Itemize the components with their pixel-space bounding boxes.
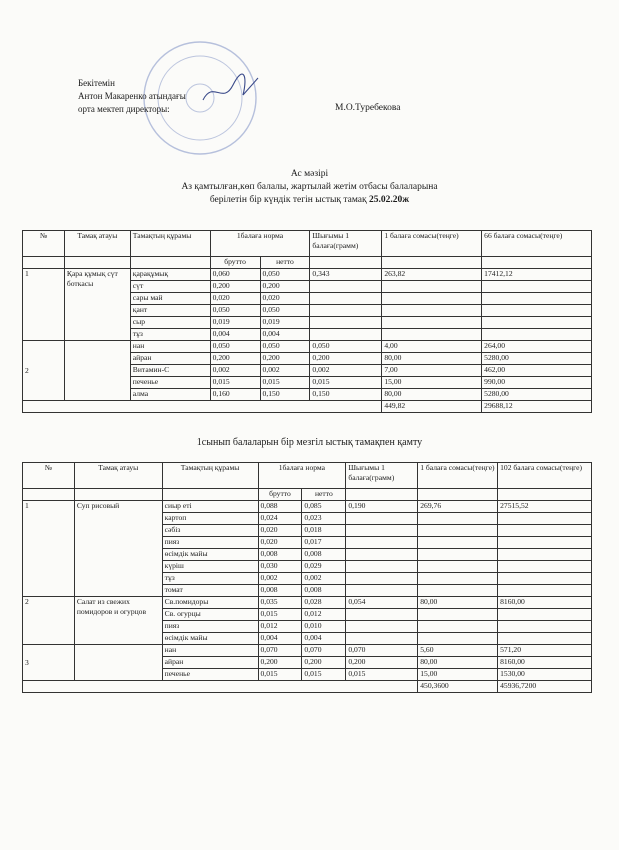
netto-cell: 0,002 bbox=[302, 573, 346, 585]
yield-cell bbox=[346, 525, 418, 537]
brutto-cell: 0,020 bbox=[210, 293, 260, 305]
cost-per-child-cell: 80,00 bbox=[418, 597, 498, 609]
t1-header-norm: 1балаға норма bbox=[210, 231, 310, 257]
cost-per-child-cell: 80,00 bbox=[418, 657, 498, 669]
cost-per-child-cell bbox=[418, 609, 498, 621]
menu-date: 25.02.20ж bbox=[369, 195, 410, 205]
t1-header-netto: нетто bbox=[260, 257, 310, 269]
cost-total-cell: 264,00 bbox=[482, 341, 592, 353]
t1-header-dish: Тамақ атауы bbox=[64, 231, 130, 257]
ingredient-cell: пияз bbox=[162, 621, 258, 633]
t1-total-cost1: 449,82 bbox=[382, 401, 482, 413]
cost-per-child-cell bbox=[382, 293, 482, 305]
t1-header-no: № bbox=[23, 231, 65, 257]
brutto-cell: 0,200 bbox=[258, 657, 302, 669]
t1-header-usage: Шығымы 1 балаға(грамм) bbox=[310, 231, 382, 257]
group-number: 2 bbox=[23, 341, 65, 401]
cost-total-cell bbox=[498, 537, 592, 549]
ingredient-cell: печенье bbox=[162, 669, 258, 681]
dish-name: Қара құмық сүт боткасы bbox=[64, 269, 130, 341]
netto-cell: 0,015 bbox=[302, 669, 346, 681]
yield-cell bbox=[346, 573, 418, 585]
ingredient-cell: Св.помидоры bbox=[162, 597, 258, 609]
yield-cell bbox=[346, 633, 418, 645]
yield-cell bbox=[310, 293, 382, 305]
menu-table-1 bbox=[22, 230, 592, 413]
cost-per-child-cell bbox=[382, 305, 482, 317]
netto-cell: 0,019 bbox=[260, 317, 310, 329]
cost-total-cell: 27515,52 bbox=[498, 501, 592, 513]
brutto-cell: 0,008 bbox=[258, 585, 302, 597]
brutto-cell: 0,002 bbox=[210, 365, 260, 377]
cost-total-cell: 571,20 bbox=[498, 645, 592, 657]
ingredient-cell: тұз bbox=[130, 329, 210, 341]
ingredient-cell: айран bbox=[130, 353, 210, 365]
group-number: 2 bbox=[23, 597, 75, 645]
cost-per-child-cell bbox=[418, 525, 498, 537]
brutto-cell: 0,015 bbox=[258, 609, 302, 621]
yield-cell bbox=[346, 621, 418, 633]
cost-total-cell bbox=[498, 573, 592, 585]
ingredient-cell: тұз bbox=[162, 573, 258, 585]
cost-total-cell bbox=[498, 561, 592, 573]
brutto-cell: 0,024 bbox=[258, 513, 302, 525]
cost-total-cell bbox=[498, 513, 592, 525]
brutto-cell: 0,060 bbox=[210, 269, 260, 281]
netto-cell: 0,018 bbox=[302, 525, 346, 537]
dish-name bbox=[64, 341, 130, 401]
netto-cell: 0,002 bbox=[260, 365, 310, 377]
cost-total-cell: 1530,00 bbox=[498, 669, 592, 681]
brutto-cell: 0,012 bbox=[258, 621, 302, 633]
t1-total-costN: 29688,12 bbox=[482, 401, 592, 413]
ingredient-cell: айран bbox=[162, 657, 258, 669]
title-line-2: Аз қамтылған,көп балалы, жартылай жетім отбасы балаларына bbox=[181, 182, 438, 192]
netto-cell: 0,050 bbox=[260, 305, 310, 317]
cost-per-child-cell bbox=[382, 281, 482, 293]
yield-cell bbox=[310, 317, 382, 329]
t2-header-netto: нетто bbox=[302, 489, 346, 501]
yield-cell: 0,343 bbox=[310, 269, 382, 281]
ingredient-cell: томат bbox=[162, 585, 258, 597]
netto-cell: 0,004 bbox=[260, 329, 310, 341]
cost-total-cell bbox=[482, 329, 592, 341]
cost-per-child-cell bbox=[418, 561, 498, 573]
director-signature bbox=[198, 70, 268, 110]
dish-name: Суп рисовый bbox=[74, 501, 162, 597]
ingredient-cell: қант bbox=[130, 305, 210, 317]
t2-header-no: № bbox=[23, 463, 75, 489]
yield-cell: 0,050 bbox=[310, 341, 382, 353]
cost-per-child-cell: 7,00 bbox=[382, 365, 482, 377]
yield-cell: 0,015 bbox=[346, 669, 418, 681]
netto-cell: 0,200 bbox=[260, 281, 310, 293]
netto-cell: 0,023 bbox=[302, 513, 346, 525]
cost-total-cell: 8160,00 bbox=[498, 657, 592, 669]
netto-cell: 0,028 bbox=[302, 597, 346, 609]
t2-total-cost1: 450,3600 bbox=[418, 681, 498, 693]
netto-cell: 0,029 bbox=[302, 561, 346, 573]
brutto-cell: 0,004 bbox=[210, 329, 260, 341]
director-name: М.О.Туребекова bbox=[335, 103, 401, 113]
ingredient-cell: алма bbox=[130, 389, 210, 401]
ingredient-cell: сиыр еті bbox=[162, 501, 258, 513]
netto-cell: 0,085 bbox=[302, 501, 346, 513]
cost-per-child-cell bbox=[418, 621, 498, 633]
dish-name: Салат из свежих помидоров и огурцов bbox=[74, 597, 162, 645]
approval-line-3: орта мектеп директоры: bbox=[78, 104, 170, 114]
yield-cell bbox=[346, 609, 418, 621]
ingredient-cell: қарақұмық bbox=[130, 269, 210, 281]
table-row bbox=[23, 341, 592, 353]
menu-table-2 bbox=[22, 462, 592, 693]
ingredient-cell: пияз bbox=[162, 537, 258, 549]
ingredient-cell: сәбіз bbox=[162, 525, 258, 537]
dish-name bbox=[74, 645, 162, 681]
cost-per-child-cell bbox=[418, 549, 498, 561]
ingredient-cell: нан bbox=[130, 341, 210, 353]
cost-per-child-cell bbox=[418, 633, 498, 645]
brutto-cell: 0,050 bbox=[210, 305, 260, 317]
ingredient-cell: нан bbox=[162, 645, 258, 657]
title-line-3-text: берілетін бір күндік тегін ыстық тамақ bbox=[209, 195, 367, 205]
cost-total-cell bbox=[498, 585, 592, 597]
cost-total-cell bbox=[482, 281, 592, 293]
cost-total-cell: 5280,00 bbox=[482, 389, 592, 401]
ingredient-cell: Св. огурцы bbox=[162, 609, 258, 621]
t2-total-costN: 45936,7200 bbox=[498, 681, 592, 693]
brutto-cell: 0,020 bbox=[258, 525, 302, 537]
netto-cell: 0,050 bbox=[260, 341, 310, 353]
yield-cell: 0,190 bbox=[346, 501, 418, 513]
yield-cell bbox=[346, 549, 418, 561]
yield-cell bbox=[310, 329, 382, 341]
ingredient-cell: өсімдік майы bbox=[162, 633, 258, 645]
ingredient-cell: сары май bbox=[130, 293, 210, 305]
yield-cell bbox=[346, 585, 418, 597]
ingredient-cell: өсімдік майы bbox=[162, 549, 258, 561]
t2-header-dish: Тамақ атауы bbox=[74, 463, 162, 489]
yield-cell: 0,070 bbox=[346, 645, 418, 657]
t2-header-costN: 102 балаға сомасы(теңге) bbox=[498, 463, 592, 489]
group-number: 1 bbox=[23, 501, 75, 597]
cost-total-cell bbox=[482, 293, 592, 305]
table-row bbox=[23, 269, 592, 281]
yield-cell: 0,015 bbox=[310, 377, 382, 389]
yield-cell bbox=[346, 513, 418, 525]
cost-per-child-cell: 263,82 bbox=[382, 269, 482, 281]
cost-per-child-cell bbox=[382, 317, 482, 329]
cost-per-child-cell bbox=[418, 585, 498, 597]
yield-cell bbox=[310, 281, 382, 293]
yield-cell: 0,054 bbox=[346, 597, 418, 609]
netto-cell: 0,020 bbox=[260, 293, 310, 305]
netto-cell: 0,050 bbox=[260, 269, 310, 281]
netto-cell: 0,015 bbox=[260, 377, 310, 389]
cost-total-cell: 17412,12 bbox=[482, 269, 592, 281]
cost-total-cell bbox=[498, 549, 592, 561]
brutto-cell: 0,015 bbox=[210, 377, 260, 389]
t2-header-norm: 1балаға норма bbox=[258, 463, 346, 489]
netto-cell: 0,070 bbox=[302, 645, 346, 657]
brutto-cell: 0,200 bbox=[210, 281, 260, 293]
cost-per-child-cell: 5,60 bbox=[418, 645, 498, 657]
cost-total-cell: 462,00 bbox=[482, 365, 592, 377]
yield-cell: 0,002 bbox=[310, 365, 382, 377]
table-row bbox=[23, 501, 592, 513]
t1-header-comp: Тамақтың құрамы bbox=[130, 231, 210, 257]
brutto-cell: 0,019 bbox=[210, 317, 260, 329]
brutto-cell: 0,050 bbox=[210, 341, 260, 353]
cost-total-cell: 5280,00 bbox=[482, 353, 592, 365]
t2-header-comp: Тамақтың құрамы bbox=[162, 463, 258, 489]
ingredient-cell: сүт bbox=[130, 281, 210, 293]
yield-cell: 0,200 bbox=[346, 657, 418, 669]
cost-total-cell bbox=[498, 633, 592, 645]
brutto-cell: 0,002 bbox=[258, 573, 302, 585]
cost-total-cell bbox=[482, 317, 592, 329]
brutto-cell: 0,200 bbox=[210, 353, 260, 365]
brutto-cell: 0,004 bbox=[258, 633, 302, 645]
cost-total-cell bbox=[482, 305, 592, 317]
t1-header-costN: 66 балаға сомасы(теңге) bbox=[482, 231, 592, 257]
approval-line-2: Антон Макаренко атындағы bbox=[78, 91, 186, 101]
netto-cell: 0,012 bbox=[302, 609, 346, 621]
t1-header-cost1: 1 балаға сомасы(теңге) bbox=[382, 231, 482, 257]
cost-per-child-cell: 80,00 bbox=[382, 353, 482, 365]
cost-per-child-cell bbox=[382, 329, 482, 341]
ingredient-cell: картоп bbox=[162, 513, 258, 525]
approval-block bbox=[78, 77, 186, 116]
group-number: 3 bbox=[23, 645, 75, 681]
cost-per-child-cell bbox=[418, 573, 498, 585]
cost-total-cell bbox=[498, 621, 592, 633]
netto-cell: 0,004 bbox=[302, 633, 346, 645]
netto-cell: 0,008 bbox=[302, 549, 346, 561]
title-line-1: Ас мәзірі bbox=[290, 169, 329, 179]
netto-cell: 0,150 bbox=[260, 389, 310, 401]
cost-per-child-cell: 15,00 bbox=[418, 669, 498, 681]
netto-cell: 0,017 bbox=[302, 537, 346, 549]
group-number: 1 bbox=[23, 269, 65, 341]
brutto-cell: 0,160 bbox=[210, 389, 260, 401]
t2-header-brutto: брутто bbox=[258, 489, 302, 501]
cost-per-child-cell bbox=[418, 537, 498, 549]
yield-cell bbox=[346, 537, 418, 549]
approval-line-1: Бекітемін bbox=[78, 78, 115, 88]
section-subtitle: 1сынып балаларын бір мезгіл ыстық тамақпен қамту bbox=[196, 437, 423, 448]
brutto-cell: 0,008 bbox=[258, 549, 302, 561]
brutto-cell: 0,030 bbox=[258, 561, 302, 573]
yield-cell: 0,150 bbox=[310, 389, 382, 401]
title-line-3 bbox=[0, 194, 619, 207]
ingredient-cell: Витамин-С bbox=[130, 365, 210, 377]
cost-per-child-cell: 80,00 bbox=[382, 389, 482, 401]
cost-total-cell: 8160,00 bbox=[498, 597, 592, 609]
cost-total-cell bbox=[498, 609, 592, 621]
table-row bbox=[23, 597, 592, 609]
t2-header-cost1: 1 балаға сомасы(теңге) bbox=[418, 463, 498, 489]
table-row bbox=[23, 645, 592, 657]
netto-cell: 0,200 bbox=[260, 353, 310, 365]
ingredient-cell: сыр bbox=[130, 317, 210, 329]
brutto-cell: 0,070 bbox=[258, 645, 302, 657]
yield-cell bbox=[346, 561, 418, 573]
cost-per-child-cell: 269,76 bbox=[418, 501, 498, 513]
menu-title bbox=[0, 168, 619, 207]
cost-total-cell: 990,00 bbox=[482, 377, 592, 389]
netto-cell: 0,200 bbox=[302, 657, 346, 669]
cost-per-child-cell: 15,00 bbox=[382, 377, 482, 389]
ingredient-cell: печенье bbox=[130, 377, 210, 389]
ingredient-cell: күріш bbox=[162, 561, 258, 573]
netto-cell: 0,008 bbox=[302, 585, 346, 597]
netto-cell: 0,010 bbox=[302, 621, 346, 633]
brutto-cell: 0,020 bbox=[258, 537, 302, 549]
cost-total-cell bbox=[498, 525, 592, 537]
brutto-cell: 0,035 bbox=[258, 597, 302, 609]
t1-header-brutto: брутто bbox=[210, 257, 260, 269]
cost-per-child-cell: 4,00 bbox=[382, 341, 482, 353]
yield-cell: 0,200 bbox=[310, 353, 382, 365]
t2-header-usage: Шығымы 1 балаға(грамм) bbox=[346, 463, 418, 489]
yield-cell bbox=[310, 305, 382, 317]
brutto-cell: 0,088 bbox=[258, 501, 302, 513]
cost-per-child-cell bbox=[418, 513, 498, 525]
brutto-cell: 0,015 bbox=[258, 669, 302, 681]
